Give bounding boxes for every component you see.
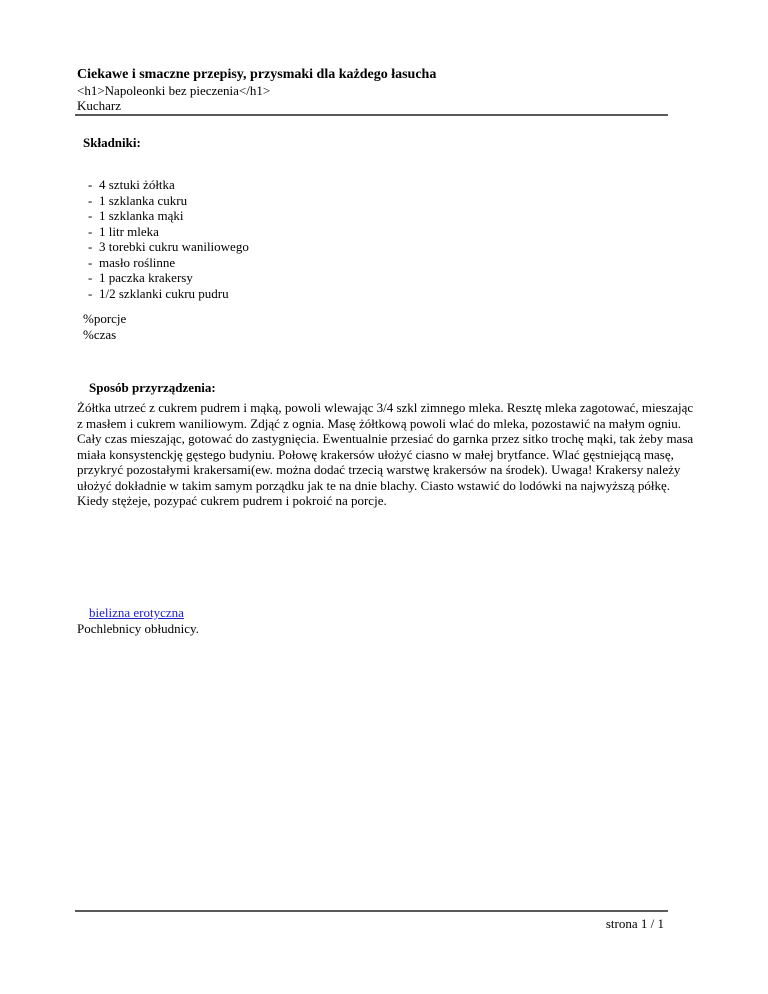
ingredient-item xyxy=(88,208,249,224)
bullet-dash: - xyxy=(88,270,93,285)
bullet-dash: - xyxy=(88,192,93,208)
external-link[interactable]: bielizna erotyczna xyxy=(89,605,184,620)
ingredient-text: 1 paczka krakersy xyxy=(99,270,193,285)
author-name: Kucharz xyxy=(77,98,122,113)
tagline-text: Pochlebnicy obłudnicy. xyxy=(77,621,199,636)
ingredient-item xyxy=(88,255,249,271)
page-number: strona 1 / 1 xyxy=(605,916,664,931)
preparation-heading: Sposób przyrządzenia: xyxy=(89,380,216,395)
ingredients-list xyxy=(88,177,249,301)
ingredient-text: 3 torebki cukru waniliowego xyxy=(99,239,249,254)
ingredient-text: 1 szklanka mąki xyxy=(99,208,184,223)
ingredient-text: 1 litr mleka xyxy=(99,223,159,239)
recipe-meta xyxy=(83,311,126,342)
portions-placeholder: %porcje xyxy=(83,311,127,326)
ingredient-text: 1 szklanka cukru xyxy=(99,192,188,208)
recipe-title: <h1>Napoleonki bez pieczenia</h1> xyxy=(77,83,271,98)
bullet-dash: - xyxy=(88,285,93,301)
site-title: Ciekawe i smaczne przepisy, przysmaki dla każdego łasucha xyxy=(77,67,437,82)
ingredient-item xyxy=(88,270,249,286)
ingredient-item xyxy=(88,224,249,240)
ingredient-item xyxy=(88,193,249,209)
ingredient-item xyxy=(88,286,249,302)
ingredient-item xyxy=(88,239,249,255)
bullet-dash: - xyxy=(88,223,93,239)
ingredients-heading: Składniki: xyxy=(83,135,141,150)
bullet-dash: - xyxy=(88,254,93,270)
ingredient-text: 4 sztuki żółtka xyxy=(99,177,175,192)
ingredient-text: 1/2 szklanki cukru pudru xyxy=(99,285,229,301)
bullet-dash: - xyxy=(88,239,93,254)
footer-divider xyxy=(75,910,668,912)
bullet-dash: - xyxy=(88,177,93,192)
header-divider xyxy=(75,114,668,116)
preparation-text: Żółtka utrzeć z cukrem pudrem i mąką, powoli wlewając 3/4 szkl zimnego mleka. Resztę mleka zagotować, mieszając z masłem i cukrem waniliowym. Zdjąć z ognia. Masę żółtkową powoli wlać do mleka, pozostawić na małym ogniu. Cały czas mieszając, gotować do zastygnięcia. Ewentualnie przesiać do garnka przez sitko trochę mąki, tak żeby masa miała konsystenckję gęstego budyniu. Połowę krakersów ułożyć ciasno w małej brytfance. Wlać gęstniejącą masę, przykryć pozostałymi krakersami(ew. można dodać trzecią warstwę krakersów na środek). Uwaga! Krakersy należy ułożyć dokładnie w takim samym porządku jak te na dnie blachy. Ciasto wstawić do lodówki na najwyższą półkę. Kiedy stężeje, pozypać cukrem pudrem i pokroić na porcje. xyxy=(77,400,694,508)
bullet-dash: - xyxy=(88,208,93,223)
time-placeholder: %czas xyxy=(83,326,117,342)
ingredient-item xyxy=(88,177,249,193)
ingredient-text: masło roślinne xyxy=(99,254,176,270)
